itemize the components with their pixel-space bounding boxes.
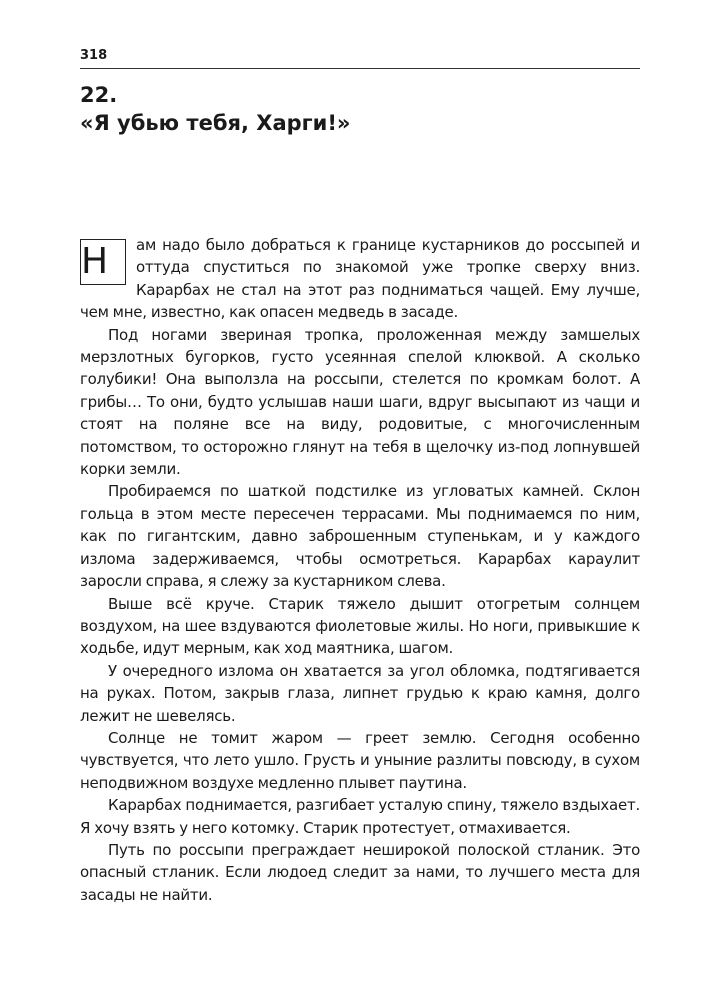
chapter-body	[80, 234, 640, 906]
page-number: 318	[80, 48, 108, 63]
paragraph-1	[80, 234, 640, 324]
paragraph-8: Путь по россыпи преграждает неширокой полоской стланик. Это опасный стланик. Если людоед следит за нами, то лучшего места для засады не найти.	[80, 840, 640, 904]
chapter-number: 22.	[80, 83, 118, 107]
header-rule	[80, 68, 640, 69]
paragraph-4: Выше всё круче. Старик тяжело дышит отогретым солнцем воздухом, на шее вздуваются фиолетовые жилы. Но ноги, привыкшие к ходьбе, идут мерным, как ход маятника, шагом.	[80, 594, 640, 658]
paragraph-3: Пробираемся по шаткой подстилке из угловатых камней. Склон гольца в этом месте пересечен террасами. Мы поднимаемся по ним, как по гигантским, давно заброшенным ступенькам, и у каждого излома задерживаемся, чтобы осмотреться. Карарбах караулит заросли справа, я слежу за кустарником слева.	[80, 482, 640, 591]
drop-cap: Н	[80, 239, 126, 285]
paragraph-1-text: ам надо было добраться к границе кустарников до россыпей и оттуда спуститься по знакомой уже тропке сверху вниз. Карарбах не стал на этот раз подниматься чащей. Ему лучше, чем мне, известно, как опасен медведь в засаде.	[80, 236, 640, 322]
paragraph-5: У очередного излома он хватается за угол обломка, подтягивается на руках. Потом, закрыв глаза, липнет грудью к краю камня, долго лежит не шевелясь.	[80, 661, 640, 725]
paragraph-2: Под ногами звериная тропка, проложенная между замшелых мерзлотных бугорков, густо усеянная спелой клюквой. А сколько голубики! Она выползла на россыпи, стелется по кромкам болот. А грибы… То они, будто услышав наши шаги, вдруг высыпают из чащи и стоят на поляне все на виду, родовитые, с многочисленным потомством, то осторожно глянут на тебя в щелочку из-под лопнувшей корки земли.	[80, 325, 640, 479]
chapter-title: «Я убью тебя, Харги!»	[80, 111, 351, 135]
paragraph-7: Карарбах поднимается, разгибает усталую спину, тяжело вздыхает. Я хочу взять у него котомку. Старик протестует, отмахивается.	[80, 796, 640, 837]
paragraph-6: Солнце не томит жаром — греет землю. Сегодня особенно чувствуется, что лето ушло. Грусть и уныние разлиты повсюду, в сухом неподвижном воздухе медленно плывет паутина.	[80, 728, 640, 792]
